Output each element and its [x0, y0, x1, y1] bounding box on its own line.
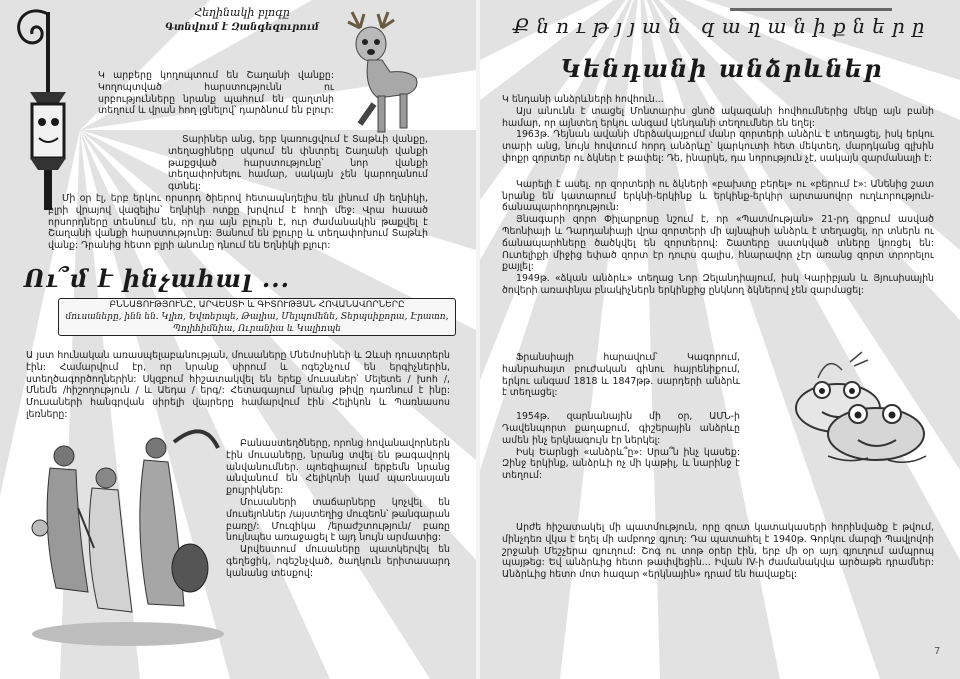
- muses-illustration: [28, 408, 224, 648]
- headline-top: Քնությյան զաղանիքները: [512, 14, 932, 38]
- article-text-top: [502, 94, 934, 297]
- article-text-column: [502, 352, 740, 482]
- muses-paragraph-1: Ա յստ հունական առասպելաբանության, մուսաները Մնեմոսինեի և Զևսի դուստրերն էին: Համարվում էր, որ նրանք սիրում և ոգեշնչում են երգիչներին, ստեղծագործողներին: Սկզբում հիշատակվել են երեք մուսաներ՝ Մելետե / խոհ /, Մնեմե /հիշողություն / և Աեդա / երգ/: Հետագայում նրանց թիվը դառնում է ինը: Մուսաների հանգրվան սիրելի վայրերը համարվում էին Հելիկոն և Պառնասոս լեռները:: [26, 350, 450, 420]
- muses-paragraph-2: Բանաստեղծները, որոնց հովանավորներն էին մուսաները, նրանց տվել են թագավորկ անվանումներ. պոեզիայում երբեմն նրանց անվանում են Հելիկոնի կամ պառնասյան քույրիկներ:: [226, 438, 450, 497]
- article-paragraph-9: Իսկ Եարնցի «անձրև՞ը»: Սրա՞ն ինչ կասեք: Զինջ երկինք, անձրևի ոչ մի կաթիլ, և նարինջ է տեղում:: [502, 446, 740, 482]
- frogs-illustration: [758, 348, 934, 468]
- legend-paragraph-2: Տարիներ անց, երբ կառուցվում է Տաթևի վանքը, տեղացիները սկսում են փնտրել Շաղանի վանքի թաքցված հարստությունը՝ նոր վանքի տեղափոխելու համար, սակայն չեն կարողանում գտնել:: [168, 134, 428, 193]
- muses-paragraph-3: Մուսաների տաճարները կոչվել են մուսեյոններ /այստեղից մուզեոն՝ թանգարան բառը/: Մուզիկա /երաժշտություն/ բառը նույնպես առաջացել է այդ նույն արմատից:: [226, 496, 450, 544]
- box-line-1: ԲՆՆԱՑՈՒԹՅՈՒՆԸ, ԱՐՎԵՍՏԻ և ԳԻՏՈՒԹՅԱՆ ՀՈՎԱՆԱՎՈՐՆԵՐԸ: [109, 300, 405, 310]
- column-title: Հեղինակի բլոգը: [194, 6, 290, 19]
- legend-body: [48, 134, 428, 252]
- legend-paragraph-3: Մի օր էլ, երբ երկու որսորդ ծիերով հետապնդելիս են լինում մի եղնիկի, բլրի վրայով վազելիս՝ եղնիկի ոտքը խրվում է հողի մեջ: Վրա հասած որսորդները տեսնում են, որ դա այն բլուրն է, ուր ժամանակին թաքվել է Շաղանի վանքի հարստությունը: Յանում են բլուրը և տեղափոխում Տաթևի վանք: Դրանից հետո բլրի անունը դնում են Եղնիկի բլուր:: [48, 192, 428, 252]
- headline-bottom: Կենդանի անձրևներ: [560, 54, 884, 83]
- header-rule: [730, 8, 892, 11]
- box-line-2: մուսաները, ինն են. Կլիո, Եվտերպե, Թալիա, Մելպոմենե, Տերպսիքորա, Էրատո, Պոլիհիմնիա, Ուրանիա և Կալիոպե: [65, 312, 449, 334]
- page-number: 7: [934, 646, 941, 657]
- legend-intro: [98, 70, 334, 117]
- article-paragraph-4: Կարելի է ասել. որ զորտերի ու ձկների «բախտը բերել» ու «բերում է»: Անենից շատ նրանք են կատարում երկնի-երկինք և երկինք-երկիր արտասովոր ուղևորություն-ճանապարհորդություն:: [502, 178, 934, 214]
- article-paragraph-3: 1963թ. Դեյնան ավանի մերձակայքում մանր զորտերի անձրև է տեղացել, իսկ երկու տարի անց, նույն հովտում հորդ անձրևը՝ կարկուտի հետ մեկտեղ, մարդկանց գլխին փոքր զորտեր ու ձկներ է թափել: Դե, ինարկե, դա նորություն չէ, սակայն զարմանալի է:: [502, 129, 934, 164]
- article-paragraph-7: Ֆրանսիայի հարավում՝ Կագորում, հանրահայտ բուժական գինու հայրենիքում, երկու անգամ 1818 և 1847թթ. սարդերի անձրև է տեղացել:: [502, 352, 740, 399]
- article-paragraph-2: Այս անունն է տացել Մոնտարիս ցնոծ ակազանի հովհումներից մեկը այն բանի համար, որ այնտեղ երկու անգամ կենդանի տեղումներ են եղել:: [502, 105, 934, 129]
- right-page: [480, 0, 960, 679]
- article-paragraph-10: Արժե հիշատակել մի պատմություն, որը զուտ կատակասերի հորինվածք է թվում, մինչդեռ վկա է եղել մի ամբողջ գյուղ: Դա պատահել է 1940թ. Գորկու մարզի Պավլովոի շրջանի Մեշչերա գյուղում: Շոգ ու տոթ օրեր էին, երբ մի օր այդ գյուղում ամպրոպ պայթեց: Եվ անձրևից հետո թափվեցին... Իվան IV-ի ժամանակվա արծաթե դրամներ: Անձրևից հետո մոտ հազար «երկնային» դրամ են հավաքել:: [502, 522, 934, 581]
- muses-box: [58, 298, 456, 336]
- article-paragraph-1: Կ ենդանի անձրևների հովհուն...: [502, 94, 664, 105]
- article-paragraph-5: Յնագարի զորո Փիլարքոսը նշում է, որ «Պատմության» 21-րդ գրքում ասված Պեոնիայի և Դարդանիայի վրա զորտերի մի այնպիսի անձրև է տեղացել, որ տներն ու ճանապարհները ծածկվել են զորտերով: Շատերը սատկված տները կոռցել են: Ուտելիքի միջից եփած զորտ էր դուրս գալիս, հնարավոր չէր առանց զորտ տրորելու քայլել:: [502, 214, 934, 273]
- muses-text-top: [26, 350, 450, 421]
- legend-paragraph-1: Կ արբերը կողոպտում են Շաղանի վանքը: Կողոպտված հարստությունն ու սրբությունները նրանք պահում են զաղտնի տեղում և վրան հող լցնելով՝ դարձնում են բլուր:: [98, 70, 334, 117]
- muses-paragraph-4: Արվեստում մուսաները պատկերվել են գեղեցիկ, ոգեշնչված, ծաղկուն երիտասարդ կանանց տեսքով:: [226, 544, 450, 579]
- column-subtitle: Գտնվում է Զանգեզուրում: [165, 22, 319, 33]
- section-title: Ու՞մ է ինչահալ ...: [24, 264, 290, 293]
- article-paragraph-6: 1949թ. «ձկան անձրև» տեղաց Նոր Զելանդիայում, իսկ Կարիբյան և Յյուսիսային ծովերի առափնյա բնակիչներն երկինքից ընկնող ձկներով չեն զարմացել:: [502, 273, 934, 296]
- left-page: [0, 0, 476, 679]
- article-paragraph-8: 1954թ. զարնանային մի օր, ԱՄՆ-ի Դավենպորտ քաղաքում, գիշերային անձրևը ամեն ինչ երկնագույն էր ներկել:: [502, 411, 740, 446]
- article-text-bottom: [502, 522, 934, 581]
- muses-text-column: [226, 438, 450, 580]
- deer-illustration: [338, 8, 430, 144]
